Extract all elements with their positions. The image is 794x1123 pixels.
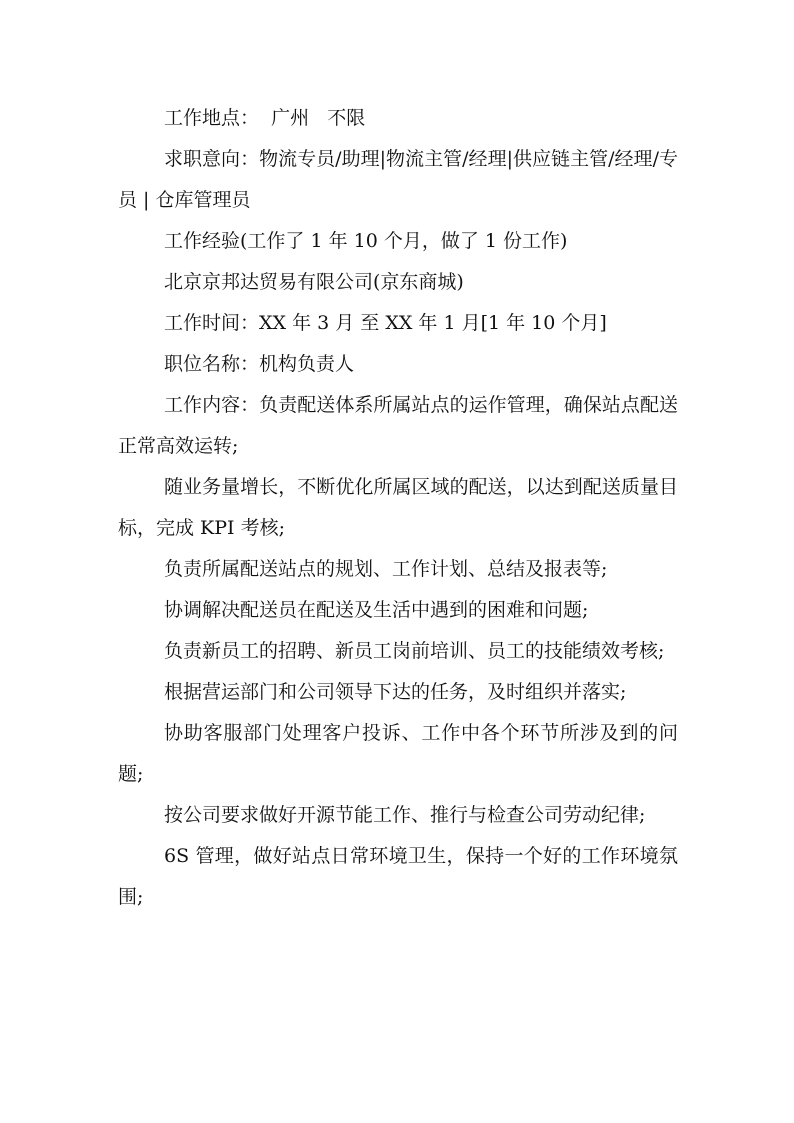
duty-paragraph: 工作内容：负责配送体系所属站点的运作管理，确保站点配送正常高效运转;	[118, 394, 678, 457]
duty-paragraph: 负责所属配送站点的规划、工作计划、总结及报表等;	[164, 558, 608, 580]
duty-paragraph: 协助客服部门处理客户投诉、工作中各个环节所涉及到的问题;	[118, 722, 678, 785]
duty-paragraph: 根据营运部门和公司领导下达的任务，及时组织并落实;	[164, 681, 627, 703]
job-intention-line: 求职意向：物流专员/助理|物流主管/经理|供应链主管/经理/专员 | 仓库管理员	[118, 148, 678, 211]
position-title-line: 职位名称：机构负责人	[164, 353, 355, 375]
work-experience-line: 工作经验(工作了 1 年 10 个月，做了 1 份工作)	[164, 230, 568, 252]
work-period-line: 工作时间：XX 年 3 月 至 XX 年 1 月[1 年 10 个月]	[164, 312, 607, 334]
duty-paragraph: 随业务量增长，不断优化所属区域的配送，以达到配送质量目标，完成 KPI 考核;	[118, 476, 678, 539]
work-location-line: 工作地点： 广州 不限	[164, 107, 366, 129]
duty-paragraph: 6S 管理，做好站点日常环境卫生，保持一个好的工作环境氛围;	[118, 845, 678, 908]
company-name-line: 北京京邦达贸易有限公司(京东商城)	[164, 271, 464, 293]
document-body	[118, 98, 678, 918]
duty-paragraph: 负责新员工的招聘、新员工岗前培训、员工的技能绩效考核;	[164, 640, 665, 662]
duty-paragraph: 按公司要求做好开源节能工作、推行与检查公司劳动纪律;	[164, 804, 646, 826]
duty-paragraph: 协调解决配送员在配送及生活中遇到的困难和问题;	[164, 599, 589, 621]
